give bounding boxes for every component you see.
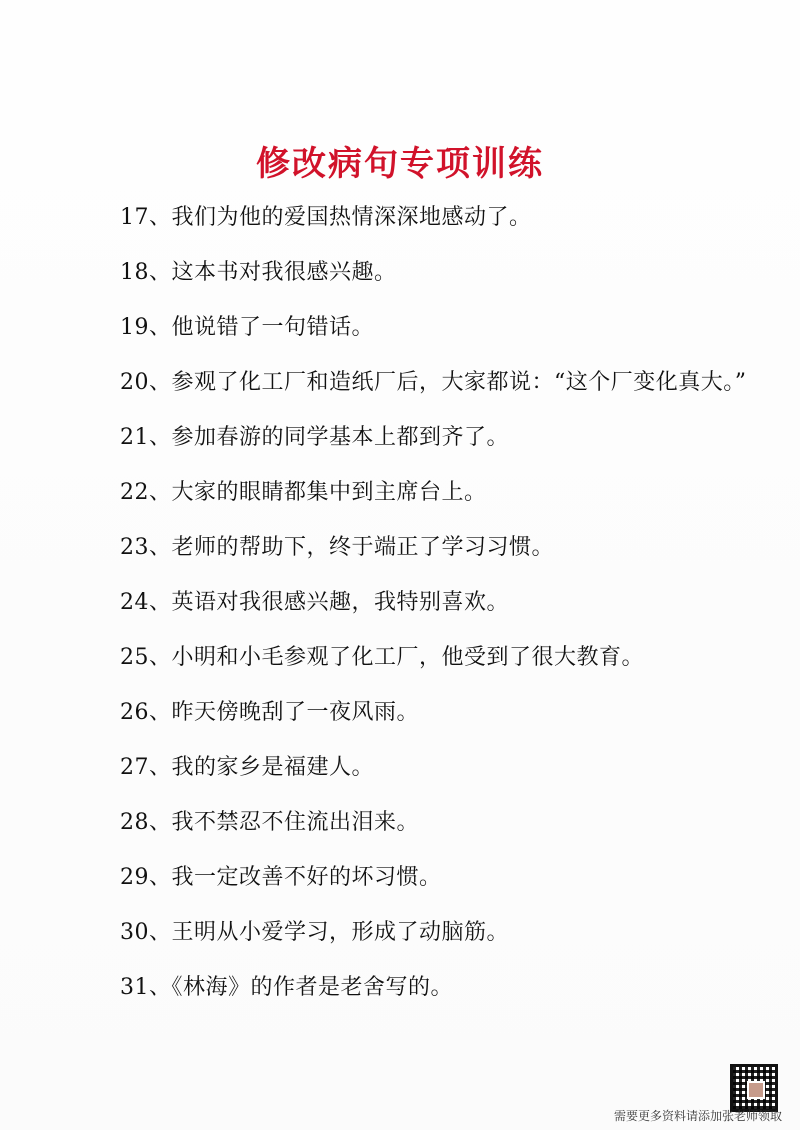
list-item: 29、我一定改善不好的坏习惯。 [120,865,442,890]
footer-text: 需要更多资料请添加张老师领取 [613,1109,782,1123]
footer-watermark [530,1064,790,1124]
list-item: 27、我的家乡是福建人。 [120,755,374,780]
page-title: 修改病句专项训练 [256,144,544,184]
avatar [747,1081,765,1099]
list-item: 25、小明和小毛参观了化工厂，他受到了很大教育。 [120,645,644,670]
list-item: 26、昨天傍晚刮了一夜风雨。 [120,700,419,725]
list-item: 30、王明从小爱学习，形成了动脑筋。 [120,920,509,945]
list-item: 17、我们为他的爱国热情深深地感动了。 [120,205,532,230]
list-item: 22、大家的眼睛都集中到主席台上。 [120,480,487,505]
list-item: 28、我不禁忍不住流出泪来。 [120,810,419,835]
sentence-list [120,204,760,1029]
list-item: 20、参观了化工厂和造纸厂后，大家都说：“这个厂变化真大。” [120,370,747,395]
list-item: 19、他说错了一句错话。 [120,315,374,340]
list-item: 21、参加春游的同学基本上都到齐了。 [120,425,509,450]
list-item: 24、英语对我很感兴趣，我特别喜欢。 [120,590,509,615]
list-item: 23、老师的帮助下，终于端正了学习习惯。 [120,535,554,560]
qr-code-icon [730,1064,778,1112]
list-item: 31、《林海》的作者是老舍写的。 [120,975,453,1000]
list-item: 18、这本书对我很感兴趣。 [120,260,397,285]
